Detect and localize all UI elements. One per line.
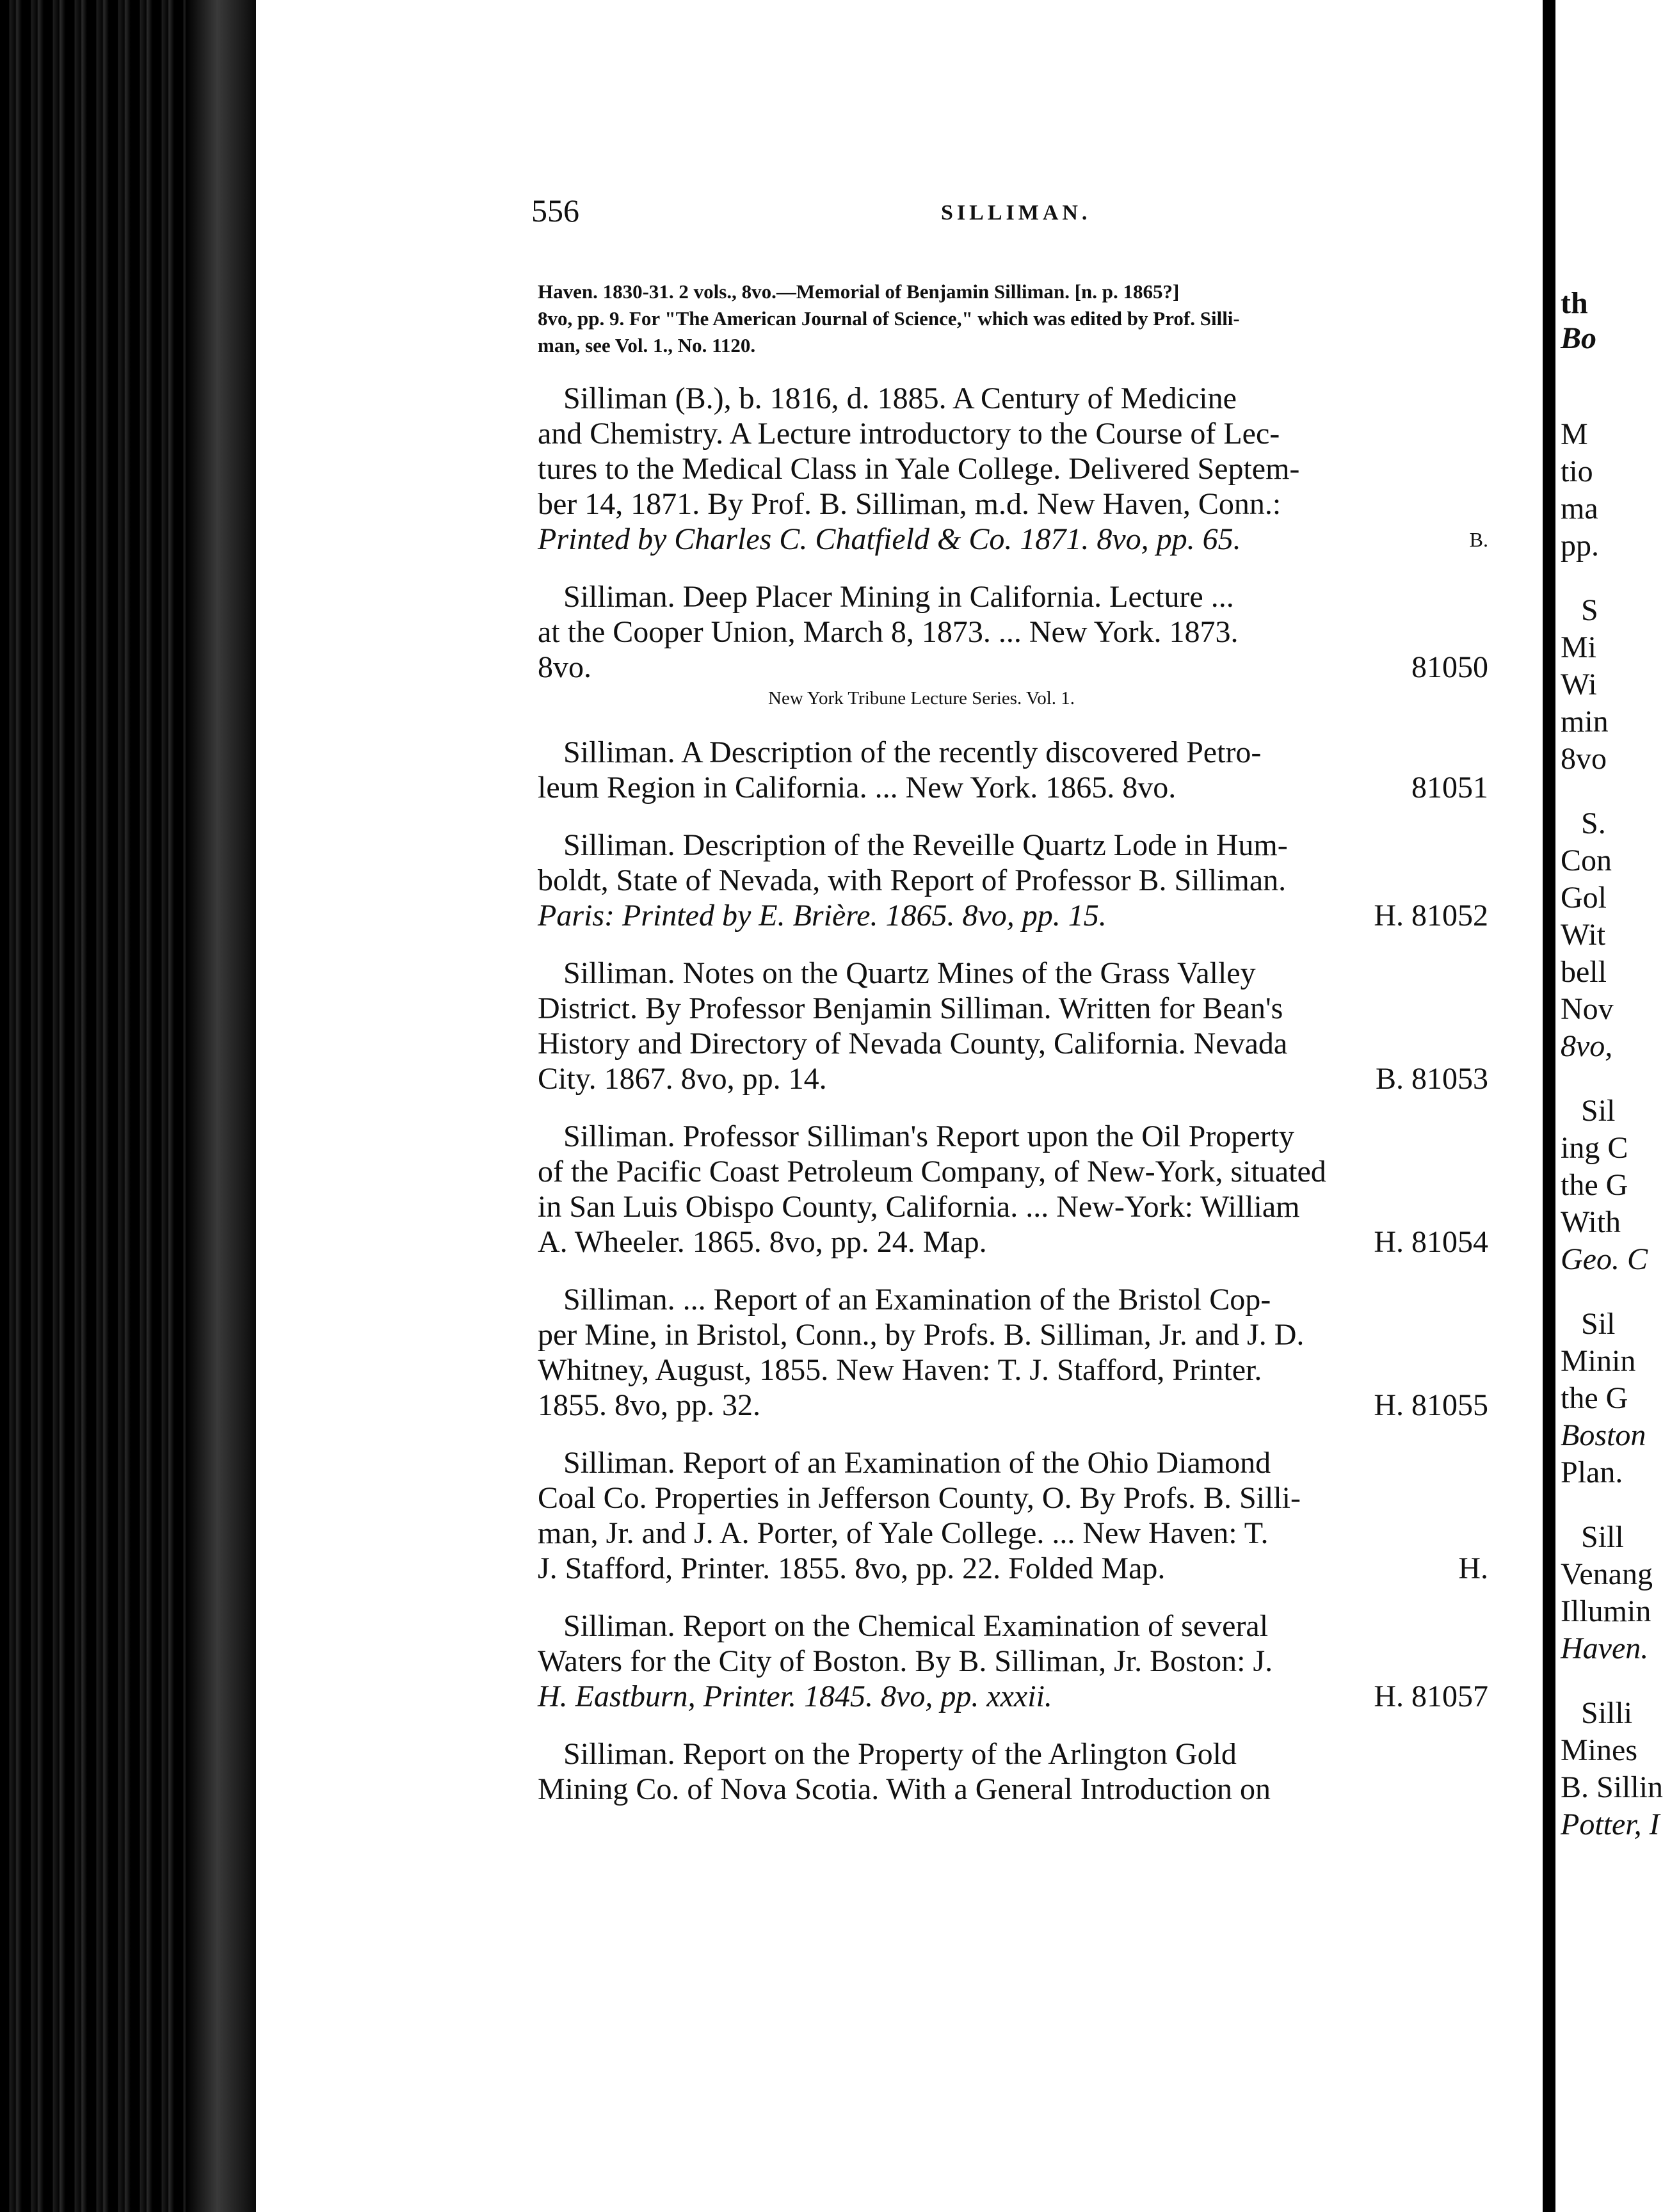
adjacent-page xyxy=(1555,0,1663,2212)
entry-line: History and Directory of Nevada County, California. Nevada xyxy=(538,1027,1288,1061)
continuation-line: man, see Vol. 1., No. 1120. xyxy=(538,334,756,357)
entry-line: Coal Co. Properties in Jefferson County, O. By Profs. B. Silli- xyxy=(538,1481,1301,1515)
entry-line: of the Pacific Coast Petroleum Company, of New-York, situated xyxy=(538,1155,1326,1189)
entry-line: J. Stafford, Printer. 1855. 8vo, pp. 22. Folded Map. xyxy=(538,1551,1166,1585)
entry-number: B. 81053 xyxy=(1375,1062,1488,1096)
fragment: Venang xyxy=(1561,1557,1653,1591)
fragment: Potter, I xyxy=(1561,1807,1660,1841)
fragment: Sill xyxy=(1581,1520,1624,1554)
entry-line: at the Cooper Union, March 8, 1873. ... New York. 1873. xyxy=(538,615,1239,649)
entry-line: Whitney, August, 1855. New Haven: T. J. Stafford, Printer. xyxy=(538,1353,1262,1387)
entry-line: leum Region in California. ... New York. 1865. 8vo. xyxy=(538,771,1177,805)
entry-line: Printed by Charles C. Chatfield & Co. 1871. 8vo, pp. 65. xyxy=(538,522,1241,556)
entry-line: per Mine, in Bristol, Conn., by Profs. B. Silliman, Jr. and J. D. xyxy=(538,1318,1305,1352)
fragment: Wit xyxy=(1561,918,1606,952)
entry-line: City. 1867. 8vo, pp. 14. xyxy=(538,1062,827,1096)
entry-line: Silliman. Report of an Examination of the Ohio Diamond xyxy=(563,1446,1271,1480)
entry-line: 8vo. xyxy=(538,650,591,684)
fragment: Minin xyxy=(1561,1344,1636,1378)
fragment: bell xyxy=(1561,955,1607,989)
entry-number: H. xyxy=(1458,1551,1488,1585)
entry-number: H. 81054 xyxy=(1374,1225,1488,1259)
fragment: S xyxy=(1581,593,1598,627)
entry-line: 1855. 8vo, pp. 32. xyxy=(538,1388,760,1422)
fragment: tio xyxy=(1561,454,1593,488)
entry-line: Silliman. A Description of the recently discovered Petro- xyxy=(563,735,1262,769)
entry-number: 81051 xyxy=(1411,771,1488,805)
fragment: ing C xyxy=(1561,1131,1628,1165)
entry-line: Paris: Printed by E. Brière. 1865. 8vo, pp. 15. xyxy=(538,899,1107,933)
entry-line: in San Luis Obispo County, California. ... New-York: William xyxy=(538,1190,1300,1224)
entry-line: tures to the Medical Class in Yale College. Delivered Septem- xyxy=(538,452,1300,486)
fragment: th xyxy=(1561,286,1588,320)
entry-number: H. 81057 xyxy=(1374,1679,1488,1713)
fragment: the G xyxy=(1561,1168,1628,1202)
entry-line: Silliman. Deep Placer Mining in California. Lecture ... xyxy=(563,580,1234,614)
continuation-line: 8vo, pp. 9. For "The American Journal of Science," which was edited by Prof. Silli- xyxy=(538,307,1240,330)
entry-line: H. Eastburn, Printer. 1845. 8vo, pp. xxxii. xyxy=(538,1679,1052,1713)
entry-line: A. Wheeler. 1865. 8vo, pp. 24. Map. xyxy=(538,1225,987,1259)
fragment: B. Sillin xyxy=(1561,1770,1663,1804)
page-gutter-shadow xyxy=(186,0,256,2212)
entry-line: Waters for the City of Boston. By B. Silliman, Jr. Boston: J. xyxy=(538,1644,1273,1678)
page-divider xyxy=(1543,0,1555,2212)
fragment: S. xyxy=(1581,806,1606,840)
entry-line: and Chemistry. A Lecture introductory to the Course of Lec- xyxy=(538,417,1280,451)
fragment: Bo xyxy=(1561,321,1597,355)
fragment: Haven. xyxy=(1561,1631,1649,1665)
fragment: min xyxy=(1561,705,1609,739)
entry-line: Mining Co. of Nova Scotia. With a General Introduction on xyxy=(538,1772,1271,1806)
fragment: Sil xyxy=(1581,1307,1616,1341)
fragment: Con xyxy=(1561,844,1612,878)
entry-line: Silliman. ... Report of an Examination of the Bristol Cop- xyxy=(563,1283,1271,1317)
entry-line: Silliman. Notes on the Quartz Mines of the Grass Valley xyxy=(563,956,1256,990)
entry-note: New York Tribune Lecture Series. Vol. 1. xyxy=(768,688,1075,709)
fragment: 8vo xyxy=(1561,742,1607,776)
entry-line: Silliman (B.), b. 1816, d. 1885. A Century of Medicine xyxy=(563,381,1237,415)
entry-line: boldt, State of Nevada, with Report of Professor B. Silliman. xyxy=(538,863,1287,897)
fragment: Mi xyxy=(1561,630,1597,664)
entry-number: H. 81055 xyxy=(1374,1388,1488,1422)
fragment: M xyxy=(1561,417,1588,451)
fragment: Mines xyxy=(1561,1733,1637,1767)
fragment: ma xyxy=(1561,492,1598,525)
fragment: the G xyxy=(1561,1381,1628,1415)
entry-line: Silliman. Report on the Property of the Arlington Gold xyxy=(563,1737,1237,1771)
entry-line: District. By Professor Benjamin Silliman. Written for Bean's xyxy=(538,991,1283,1025)
text-block xyxy=(538,0,1488,2212)
fragment: Nov xyxy=(1561,992,1614,1026)
fragment: Silli xyxy=(1581,1696,1633,1730)
fragment: With xyxy=(1561,1205,1621,1239)
entry-line: Silliman. Description of the Reveille Quartz Lode in Hum- xyxy=(563,828,1288,862)
fragment: Boston xyxy=(1561,1418,1646,1452)
running-head: SILLIMAN. xyxy=(941,201,1091,225)
entry-number: H. 81052 xyxy=(1374,899,1488,933)
entry-line: man, Jr. and J. A. Porter, of Yale College. ... New Haven: T. xyxy=(538,1516,1269,1550)
fragment: Sil xyxy=(1581,1094,1616,1128)
fragment: pp. xyxy=(1561,529,1599,563)
fragment: Geo. C xyxy=(1561,1242,1648,1276)
fragment: Wi xyxy=(1561,668,1597,701)
fragment: 8vo, xyxy=(1561,1029,1613,1063)
fragment: Illumin xyxy=(1561,1594,1651,1628)
page-number: 556 xyxy=(531,193,579,228)
fragment: Plan. xyxy=(1561,1455,1623,1489)
entry-line: Silliman. Report on the Chemical Examination of several xyxy=(563,1609,1269,1643)
fragment: Gol xyxy=(1561,881,1607,915)
entry-line: Silliman. Professor Silliman's Report upon the Oil Property xyxy=(563,1119,1294,1153)
entry-line: ber 14, 1871. By Prof. B. Silliman, m.d. New Haven, Conn.: xyxy=(538,487,1281,521)
entry-number: 81050 xyxy=(1411,650,1488,684)
continuation-line: Haven. 1830-31. 2 vols., 8vo.—Memorial of Benjamin Silliman. [n. p. 1865?] xyxy=(538,280,1180,303)
entry-number: B. xyxy=(1469,528,1488,551)
